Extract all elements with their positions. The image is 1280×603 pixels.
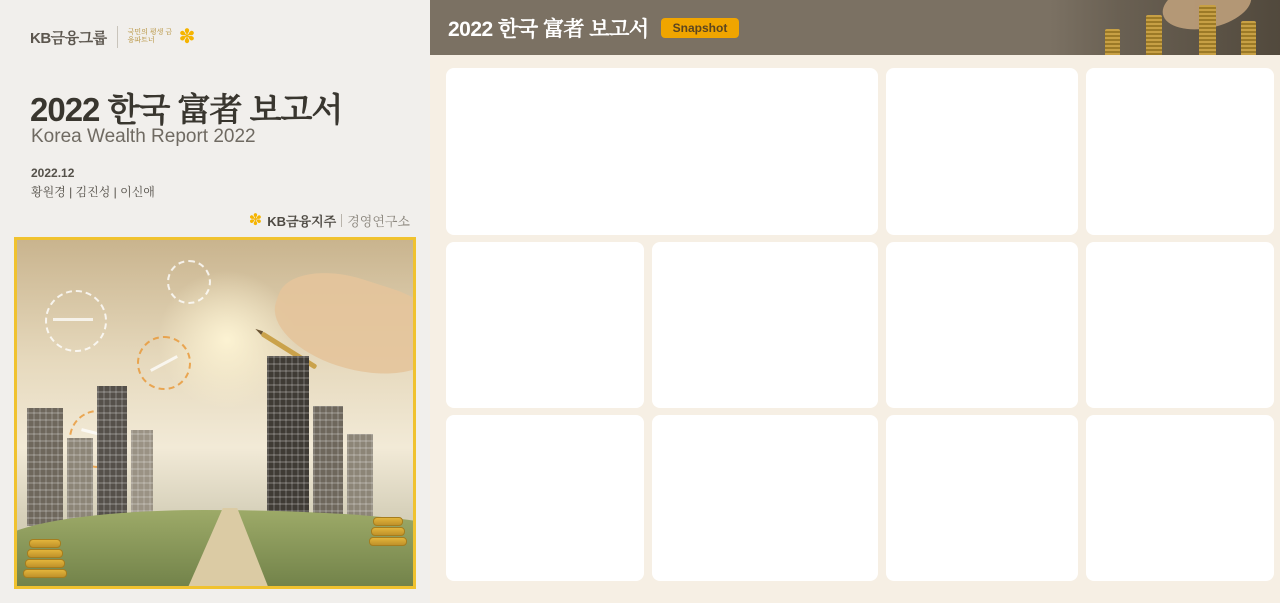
coin-stack bbox=[1241, 21, 1256, 55]
coin-stack bbox=[373, 517, 403, 526]
publisher-name: KB금융지주 bbox=[267, 213, 337, 229]
coin-stack bbox=[25, 559, 65, 568]
card-gain-loss bbox=[652, 242, 878, 408]
snapshot-grid bbox=[446, 68, 1274, 581]
card-covid-debt bbox=[1086, 415, 1274, 581]
card-unlisted-stock bbox=[886, 68, 1078, 235]
cover-photo bbox=[14, 237, 416, 589]
card-seed-money bbox=[886, 242, 1078, 408]
snapshot-panel bbox=[430, 0, 1280, 603]
building bbox=[347, 434, 373, 526]
cover-title: 2022 한국 富者 보고서 bbox=[30, 91, 343, 128]
building bbox=[313, 406, 343, 526]
building bbox=[97, 386, 127, 526]
snapshot-title: 2022 한국 富者 보고서 bbox=[448, 17, 649, 41]
building bbox=[67, 438, 93, 526]
coin-stack bbox=[1199, 5, 1216, 55]
coin-stack bbox=[29, 539, 61, 548]
card-asset-mix bbox=[446, 242, 644, 408]
coin-stack bbox=[27, 549, 63, 558]
cover-panel bbox=[0, 0, 430, 603]
coin-stack bbox=[1105, 29, 1120, 55]
card-two-track bbox=[1086, 242, 1274, 408]
kb-star-icon: ✽ bbox=[248, 212, 263, 229]
cover-subtitle: Korea Wealth Report 2022 bbox=[31, 126, 256, 147]
coin-stack bbox=[1146, 15, 1162, 55]
publisher-divider bbox=[341, 214, 342, 227]
card-covid-assets bbox=[886, 415, 1078, 581]
kb-partner-mark bbox=[128, 27, 196, 47]
snapshot-header bbox=[430, 0, 1280, 55]
coin-stack bbox=[23, 569, 67, 578]
cover-authors: 황원경 | 김진성 | 이신애 bbox=[31, 185, 155, 199]
doodle-detail bbox=[53, 318, 93, 321]
logo-tagline: 국민의 평생 금융파트너 bbox=[127, 28, 173, 44]
card-wealthy-count bbox=[446, 68, 878, 235]
card-digital-asset bbox=[1086, 68, 1274, 235]
kb-logo-row bbox=[30, 26, 195, 48]
bank-doodle-icon bbox=[45, 290, 107, 352]
card-rich-threshold bbox=[446, 415, 644, 581]
coins-photo bbox=[1050, 0, 1280, 55]
coin-stack bbox=[369, 537, 407, 546]
kb-star-icon: ✽ bbox=[178, 26, 196, 48]
card-interests bbox=[652, 415, 878, 581]
kb-group-logo: KB금융그룹 bbox=[30, 29, 107, 47]
snapshot-badge: Snapshot bbox=[661, 18, 740, 38]
building bbox=[267, 356, 309, 526]
publisher-institute: 경영연구소 bbox=[347, 213, 410, 229]
cover-date: 2022.12 bbox=[31, 166, 75, 180]
scales-doodle-icon bbox=[167, 260, 211, 304]
coin-stack bbox=[371, 527, 405, 536]
publisher-row bbox=[249, 210, 410, 230]
logo-divider bbox=[117, 26, 118, 48]
building bbox=[27, 408, 63, 526]
